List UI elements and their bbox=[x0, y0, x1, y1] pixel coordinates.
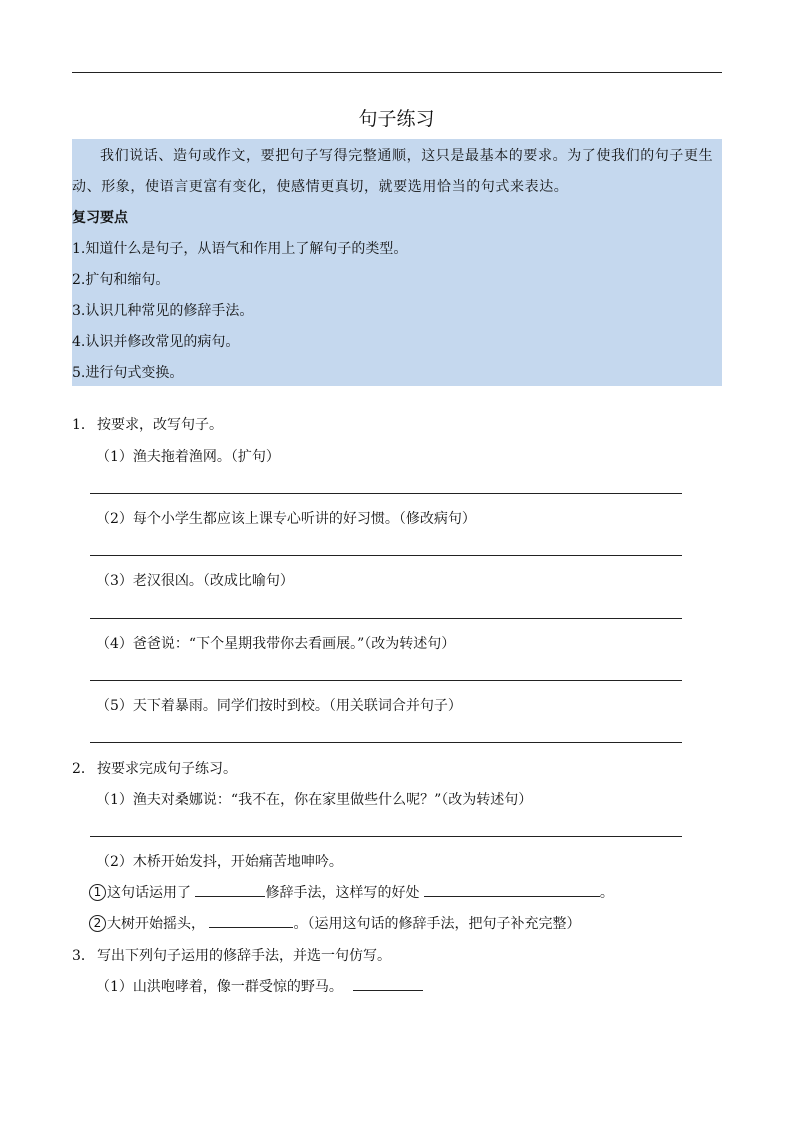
question-1-sub-5: （5）天下着暴雨。同学们按时到校。（用关联词合并句子） bbox=[96, 698, 462, 714]
answer-line[interactable] bbox=[90, 680, 682, 681]
item-text: 。（运用这句话的修辞手法，把句子补充完整） bbox=[293, 916, 581, 932]
question-text: 写出下列句子运用的修辞手法，并选一句仿写。 bbox=[97, 948, 391, 964]
question-1-sub-2: （2）每个小学生都应该上课专心听讲的好习惯。（修改病句） bbox=[96, 511, 476, 527]
question-2 bbox=[72, 758, 237, 778]
question-number: 2． bbox=[72, 761, 95, 777]
fill-blank[interactable] bbox=[195, 882, 265, 897]
circled-number-icon: 2 bbox=[89, 915, 106, 932]
answer-line[interactable] bbox=[90, 836, 682, 837]
header-rule bbox=[72, 72, 722, 73]
intro-paragraph: 我们说话、造句或作文，要把句子写得完整通顺，这只是最基本的要求。为了使我们的句子更生动、形象，使语言更富有变化，使感情更真切，就要选用恰当的句式来表达。 bbox=[72, 148, 714, 195]
review-point: 2.扩句和缩句。 bbox=[72, 272, 170, 288]
answer-line[interactable] bbox=[90, 493, 682, 494]
question-number: 3． bbox=[72, 948, 95, 964]
answer-line[interactable] bbox=[90, 555, 682, 556]
review-point: 3.认识几种常见的修辞手法。 bbox=[72, 303, 254, 319]
fill-blank[interactable] bbox=[353, 976, 423, 991]
item-text: 大树开始摇头， bbox=[107, 916, 205, 932]
question-2-item-1 bbox=[89, 882, 614, 902]
question-1-sub-1: （1）渔夫拖着渔网。（扩句） bbox=[96, 449, 280, 465]
item-text: 。 bbox=[599, 885, 614, 901]
question-number: 1． bbox=[72, 417, 95, 433]
question-3 bbox=[72, 945, 391, 965]
review-point: 5.进行句式变换。 bbox=[72, 365, 184, 381]
question-2-sub-1: （1）渔夫对桑娜说：“我不在，你在家里做些什么呢？”（改为转述句） bbox=[96, 792, 533, 808]
sub-text: （1）山洪咆哮着，像一群受惊的野马。 bbox=[96, 979, 343, 995]
review-box bbox=[72, 139, 722, 386]
question-text: 按要求，改写句子。 bbox=[97, 417, 223, 433]
review-point: 4.认识并修改常见的病句。 bbox=[72, 334, 240, 350]
fill-blank[interactable] bbox=[209, 913, 293, 928]
answer-line[interactable] bbox=[90, 742, 682, 743]
review-point: 1.知道什么是句子，从语气和作用上了解句子的类型。 bbox=[72, 241, 408, 257]
item-text: 修辞手法，这样写的好处 bbox=[265, 885, 420, 901]
question-1-sub-3: （3）老汉很凶。（改成比喻句） bbox=[96, 573, 294, 589]
fill-blank[interactable] bbox=[424, 882, 600, 897]
question-2-sub-2: （2）木桥开始发抖，开始痛苦地呻吟。 bbox=[96, 854, 343, 870]
question-3-sub-1 bbox=[96, 976, 423, 996]
page-title: 句子练习 bbox=[358, 108, 435, 130]
question-1-sub-4: （4）爸爸说：“下个星期我带你去看画展。”（改为转述句） bbox=[96, 636, 456, 652]
review-heading: 复习要点 bbox=[72, 210, 128, 226]
question-text: 按要求完成句子练习。 bbox=[97, 761, 237, 777]
answer-line[interactable] bbox=[90, 618, 682, 619]
item-text: 这句话运用了 bbox=[107, 885, 191, 901]
question-2-item-2 bbox=[89, 913, 580, 933]
circled-number-icon: 1 bbox=[89, 884, 106, 901]
question-1 bbox=[72, 414, 223, 434]
